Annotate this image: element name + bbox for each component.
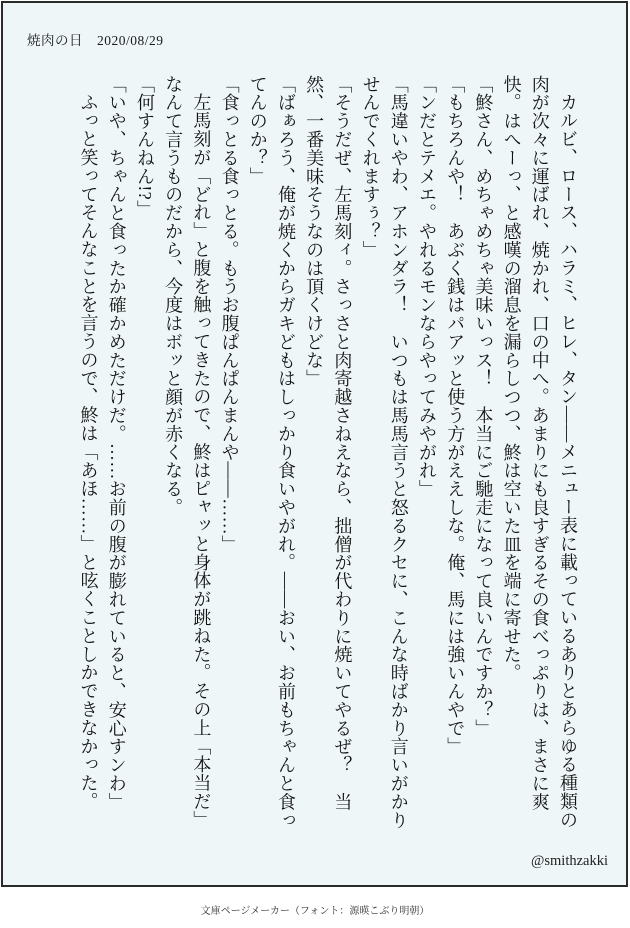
paragraph: 「ンだとテメエ。やれるモンならやってみやがれ」	[416, 75, 437, 499]
story-date: 2020/08/29	[97, 33, 164, 48]
paragraph: 「そうだぜ、左馬刻ィ。さっさと肉寄越さねえなら、拙僧が代わりに焼いてやるぜ？ 当然、一番美味そうなのは頂くけどな」	[304, 75, 353, 811]
paragraph: 「何すんねん!?」	[134, 75, 155, 219]
story-title: 焼肉の日	[27, 33, 83, 48]
paragraph: 「もちろんや！ あぶく銭はパアッと使う方がええしな。俺、馬には強いんやで」	[445, 75, 466, 756]
author-handle: @smithzakki	[531, 853, 608, 869]
novel-page	[1, 1, 628, 887]
paragraph: カルビ、ロース、ハラミ、ヒレ、タン——メニュー表に載っているありとあらゆる種類の肉が次々に運ばれ、焼かれ、口の中へ。あまりにも良すぎるその食べっぷりは、まさに爽快。はへーっ、と感嘆の溜息を漏らしつつ、鮗は空いた皿を端に寄せた。	[501, 75, 578, 829]
paragraph: 左馬刻が「どれ」と腹を触ってきたので、鮗はピャッと身体が跳ねた。その上「本当だ」なんて言うものだから、今度はボッと顔が赤くなる。	[163, 75, 212, 829]
paragraph: 「馬違いやわ、アホンダラ！ いつもは馬馬言うと怒るクセに、こんな時ばかり言いがかりせんでくれますぅ？」	[360, 75, 409, 830]
paragraph: 「鮗さん、めちゃめちゃ美味いっス！ 本当にご馳走になって良いんですか？」	[473, 75, 494, 738]
generator-credit: 文庫ページメーカー（フォント：源暎こぶり明朝）	[200, 906, 430, 917]
paragraph: 「食っとる食っとる。もうお腹ぱんぱんまんや——……」	[219, 75, 240, 554]
paragraph: 「ばぁろう、俺が焼くからガキどもはしっかり食いやがれ。——おい、お前もちゃんと食ってんのか？」	[247, 75, 296, 830]
story-body	[42, 75, 582, 845]
paragraph: 「いや、ちゃんと食ったか確かめただけだ。……お前の腹が膨れていると、安心すンわ」	[106, 75, 127, 811]
page-header	[27, 29, 164, 49]
paragraph: ふっと笑ってそんなことを言うので、鮗は「あほ……」と呟くことしかできなかった。	[78, 93, 99, 811]
